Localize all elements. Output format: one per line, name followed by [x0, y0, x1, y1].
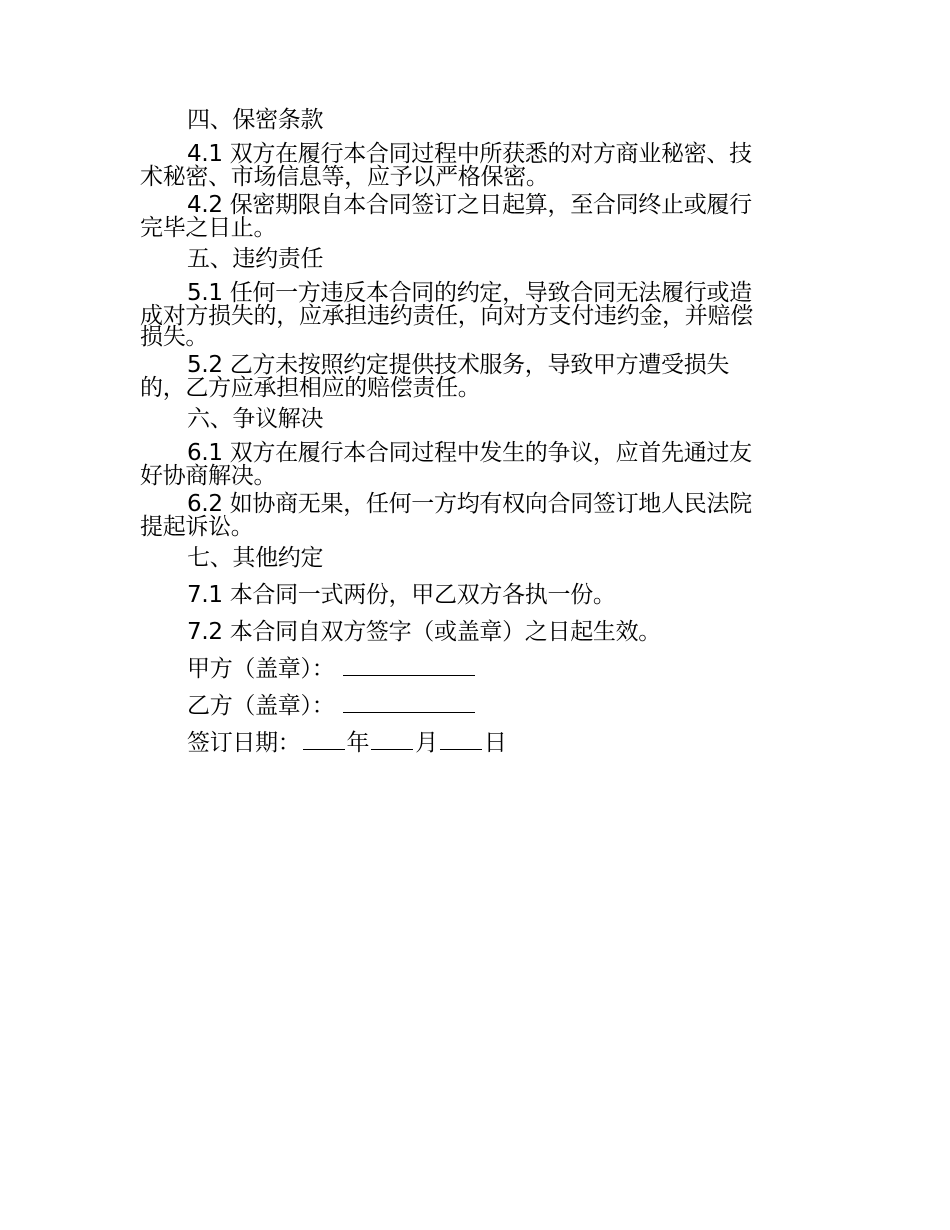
clause-line: 成对方损失的，应承担违约责任，向对方支付违约金，并赔偿 [140, 303, 753, 329]
month-label: 月 [415, 730, 438, 756]
signing-date-line [140, 727, 805, 759]
day-blank[interactable] [440, 727, 482, 750]
clause-6-1 [140, 440, 805, 487]
clause-7-2: 7.2 本合同自双方签字（或盖章）之日起生效。 [187, 619, 661, 645]
party-b-signature-blank[interactable] [343, 690, 475, 713]
clause-line: 术秘密、市场信息等，应予以严格保密。 [140, 164, 549, 190]
clause-line: 损失。 [140, 324, 209, 350]
party-b-signature-line [140, 690, 805, 722]
party-a-label: 甲方（盖章）： [187, 656, 335, 682]
year-blank[interactable] [303, 727, 345, 750]
clause-5-2 [140, 352, 805, 399]
party-a-signature-blank[interactable] [343, 653, 475, 676]
section-heading-confidentiality: 四、保密条款 [187, 107, 324, 133]
clause-4-1 [140, 141, 805, 188]
section-heading-liability: 五、违约责任 [187, 246, 324, 272]
clause-4-2 [140, 192, 805, 239]
section-heading-other: 七、其他约定 [187, 545, 324, 571]
clause-5-1 [140, 280, 805, 348]
clause-line: 完毕之日止。 [140, 215, 277, 241]
party-a-signature-line [140, 653, 805, 685]
party-b-label: 乙方（盖章）： [187, 693, 335, 719]
section-heading-dispute: 六、争议解决 [187, 406, 324, 432]
clause-line: 提起诉讼。 [140, 514, 254, 540]
clause-line: 好协商解决。 [140, 463, 277, 489]
clause-6-2 [140, 491, 805, 538]
month-blank[interactable] [371, 727, 413, 750]
contract-body [140, 104, 805, 764]
clause-7-1: 7.1 本合同一式两份，甲乙双方各执一份。 [187, 582, 616, 608]
clause-line: 4.1 双方在履行本合同过程中所获悉的对方商业秘密、技 [187, 141, 752, 167]
clause-line: 5.1 任何一方违反本合同的约定，导致合同无法履行或造 [187, 280, 752, 306]
year-label: 年 [346, 730, 370, 756]
date-label: 签订日期： [187, 730, 301, 756]
clause-line: 4.2 保密期限自本合同签订之日起算，至合同终止或履行 [187, 192, 752, 218]
clause-line: 5.2 乙方未按照约定提供技术服务，导致甲方遭受损失 [187, 352, 730, 378]
clause-line: 的，乙方应承担相应的赔偿责任。 [140, 375, 481, 401]
day-label: 日 [483, 730, 507, 756]
clause-line: 6.1 双方在履行本合同过程中发生的争议，应首先通过友 [187, 440, 752, 466]
clause-line: 6.2 如协商无果，任何一方均有权向合同签订地人民法院 [187, 491, 752, 517]
